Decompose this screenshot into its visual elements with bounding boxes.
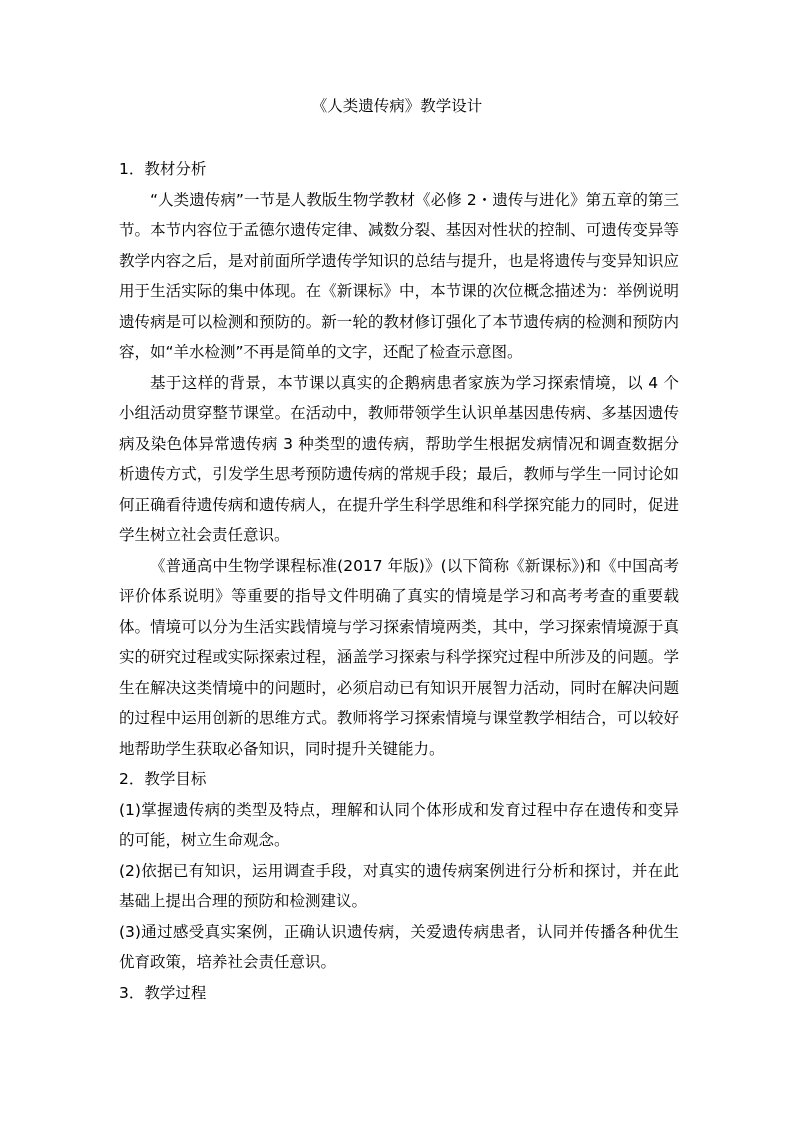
section-heading-teaching-goals: 2．教学目标 — [119, 770, 207, 788]
document-body — [119, 154, 679, 1008]
goal-item-1: (1)掌握遗传病的类型及特点，理解和认同个体形成和发育过程中存在遗传和变异的可能，树立生命观念。 — [119, 800, 679, 849]
document-title: 《人类遗传病》教学设计 — [311, 97, 483, 115]
goal-item-2: (2)依据已有知识，运用调查手段，对真实的遗传病案例进行分析和探讨，并在此基础上提出合理的预防和检测建议。 — [119, 861, 679, 910]
section-heading-teaching-process: 3．教学过程 — [119, 983, 207, 1002]
goal-item-3: (3)通过感受真实案例，正确认识遗传病，关爱遗传病患者，认同并传播各种优生优育政策，培养社会责任意识。 — [119, 922, 679, 971]
paragraph-lesson-position: “人类遗传病”一节是人教版生物学教材《必修 2・遗传与进化》第五章的第三节。本节内容位于孟德尔遗传定律、减数分裂、基因对性状的控制、可遗传变异等教学内容之后，是对前面所学遗传学知识的总结与提升，也是将遗传与变异知识应用于生活实际的集中体现。在《新课标》中，本节课的次位概念描述为：举例说明遗传病是可以检测和预防的。新一轮的教材修订强化了本节遗传病的检测和预防内容，如“羊水检测”不再是简单的文字，还配了检查示意图。 — [119, 190, 679, 361]
section-heading-textbook-analysis: 1．教材分析 — [119, 160, 207, 178]
paragraph-curriculum-standard: 《普通高中生物学课程标准(2017 年版)》(以下简称《新课标》)和《中国高考评价体系说明》等重要的指导文件明确了真实的情境是学习和高考考查的重要载体。情境可以分为生活实践情境与学习探索情境两类，其中，学习探索情境源于真实的研究过程或实际探索过程，涵盖学习探索与科学探究过程中所涉及的问题。学生在解决这类情境中的问题时，必须启动已有知识开展智力活动，同时在解决问题的过程中运用创新的思维方式。教师将学习探索情境与课堂教学相结合，可以较好地帮助学生获取必备知识，同时提升关键能力。 — [119, 556, 679, 758]
paragraph-lesson-background: 基于这样的背景，本节课以真实的企鹅病患者家族为学习探索情境，以 4 个小组活动贯穿整节课堂。在活动中，教师带领学生认识单基因患传病、多基因遗传病及染色体异常遗传病 3 种类型的遗传病，帮助学生根据发病情况和调查数据分析遗传方式，引发学生思考预防遗传病的常规手段；最后，教师与学生一同讨论如何正确看待遗传病和遗传病人，在提升学生科学思维和科学探究能力的同时，促进学生树立社会责任意识。 — [119, 373, 679, 544]
